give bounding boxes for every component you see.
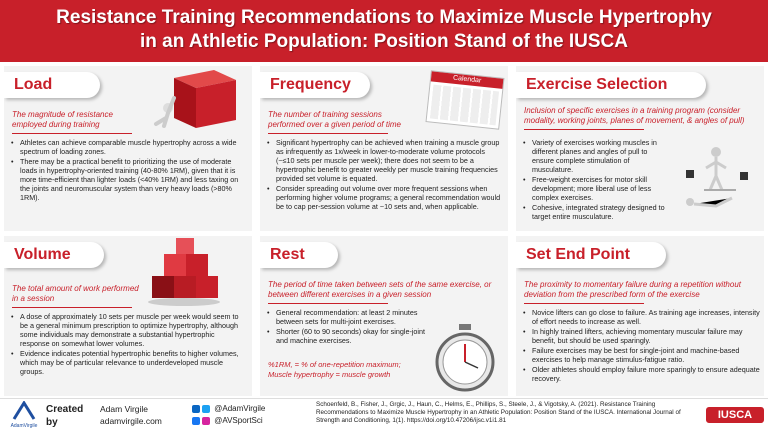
frequency-definition: The number of training sessions performed over a given period of time — [268, 110, 418, 134]
exercise-definition: Inclusion of specific exercises in a training program (consider modality, working joints, planes of movement, & angles of pull) — [524, 106, 760, 130]
frequency-bullets — [266, 138, 504, 212]
frequency-title: Frequency — [260, 72, 370, 98]
twitter-icon — [202, 405, 210, 413]
calendar-icon — [425, 70, 504, 129]
list-item: • There may be a practical benefit to prioritizing the use of moderate loads in hypertrophy-oriented training (40-80% 1RM), given that it is more time-efficient than lighter loads (<40% 1RM) and less taxing on the joints and neuromuscular system than very heavy loads (>80% 1RM). — [10, 157, 246, 202]
handle-2: @AVSportSci — [214, 416, 263, 425]
page-header — [0, 0, 768, 62]
title-line-2: in an Athletic Population: Position Stand of the IUSCA — [139, 31, 628, 52]
logo-text: AdamVirgile — [10, 423, 38, 429]
av-logo-icon — [12, 401, 36, 421]
list-item: • In highly trained lifters, achieving momentary muscular failure may benefit, but should be used sparingly. — [522, 327, 760, 345]
frequency-panel — [260, 66, 508, 231]
endpoint-panel — [516, 236, 764, 396]
social-handles — [192, 399, 302, 433]
endpoint-bullets — [522, 308, 760, 384]
rest-definition: The period of time taken between sets of the same exercise, or between different exercises in a given session — [268, 280, 504, 304]
list-item: • Significant hypertrophy can be achieved when training a muscle group as infrequently as 1x/week in lower-to-moderate volume protocols (~≤10 sets per muscle per week); there does not seem to be a hypertrophic benefit to greater weekly per muscle training frequencies provided set volume is equated. — [266, 138, 504, 183]
load-bullets — [10, 138, 246, 203]
exercise-bullets — [522, 138, 668, 222]
stacked-blocks-icon — [138, 238, 228, 308]
exercise-panel — [516, 66, 764, 231]
volume-bullets — [10, 312, 246, 377]
social-row[interactable] — [192, 415, 302, 427]
handle-1: @AdamVirgile — [214, 404, 266, 413]
list-item: • Athletes can achieve comparable muscle hypertrophy across a wide spectrum of loading zones. — [10, 138, 246, 156]
calendar-label: Calendar — [431, 71, 504, 88]
rest-title: Rest — [260, 242, 338, 268]
note-line-2: Muscle hypertrophy = muscle growth — [268, 370, 391, 379]
social-row[interactable] — [192, 403, 302, 415]
endpoint-definition: The proximity to momentary failure during a repetition without deviation from the prescribed form of the exercise — [524, 280, 760, 304]
footer — [0, 398, 768, 432]
author-website[interactable]: adamvirgile.com — [100, 416, 162, 426]
linkedin-icon — [192, 405, 200, 413]
list-item: • A dose of approximately 10 sets per muscle per week would seem to be a general minimum prescription to optimize hypertrophy, although some individuals may demonstrate a substantial hypertrophic response on somewhat lower volumes. — [10, 312, 246, 348]
exercise-figures-icon — [676, 146, 760, 216]
abbreviation-note — [268, 360, 428, 380]
list-item: • General recommendation: at least 2 minutes between sets for multi-joint exercises. — [266, 308, 426, 326]
list-item: • Variety of exercises working muscles in different planes and angles of pull to ensure complete stimulation of musculature. — [522, 138, 668, 174]
title-line-1: Resistance Training Recommendations to Maximize Muscle Hypertrophy — [56, 7, 712, 28]
endpoint-title: Set End Point — [516, 242, 666, 268]
note-line-1: %1RM, = % of one-repetition maximum; — [268, 360, 401, 369]
list-item: • Shorter (60 to 90 seconds) okay for single-joint and machine exercises. — [266, 327, 426, 345]
rest-bullets — [266, 308, 426, 346]
list-item: • Cohesive, integrated strategy designed to target entire musculature. — [522, 203, 668, 221]
volume-definition: The total amount of work performed in a session — [12, 284, 142, 308]
list-item: • Novice lifters can go close to failure. As training age increases, intensity of effort needs to increase as well. — [522, 308, 760, 326]
author-name: Adam Virgile — [100, 404, 149, 414]
exercise-title: Exercise Selection — [516, 72, 706, 98]
load-title: Load — [4, 72, 100, 98]
facebook-icon — [192, 417, 200, 425]
author-logo — [6, 399, 42, 433]
volume-title: Volume — [4, 242, 104, 268]
stopwatch-icon — [428, 322, 502, 394]
list-item: • Older athletes should employ failure more sparingly to ensure adequate recovery. — [522, 365, 760, 383]
created-by: Created by — [46, 404, 84, 428]
load-panel — [4, 66, 252, 231]
author-info — [100, 399, 190, 433]
list-item: • Free-weight exercises for motor skill development; more liberal use of less complex exercises. — [522, 175, 668, 202]
weight-block-icon — [144, 68, 244, 130]
list-item: • Consider spreading out volume over more frequent sessions when performing higher volume programs; a general recommendation would be to cap per-session volume at ~10 sets and, when applicable. — [266, 184, 504, 211]
rest-panel — [260, 236, 508, 396]
volume-panel — [4, 236, 252, 396]
load-definition: The magnitude of resistance employed during training — [12, 110, 142, 134]
instagram-icon — [202, 417, 210, 425]
iusca-logo-text: IUSCA — [706, 407, 764, 423]
list-item: • Evidence indicates potential hypertrophic benefits to higher volumes, which may be of particular relevance to underdeveloped muscle groups. — [10, 349, 246, 376]
iusca-logo — [706, 399, 764, 433]
citation: Schoenfeld, B., Fisher, J., Grgic, J., Haun, C., Helms, E., Phillips, S., Steele, J., & Vigotsky, A. (2021). Resistance Training Recommendations to Maximize Muscle Hypertrophy in an Athletic Population: Position Stand of the IUSCA. International Journal of Strength and Conditioning, 1(1). https://doi.org/10.47206/ijsc.v1i1.81 — [316, 401, 681, 424]
list-item: • Failure exercises may be best for single-joint and machine-based exercises to help manage stimulus-fatigue ratio. — [522, 346, 760, 364]
